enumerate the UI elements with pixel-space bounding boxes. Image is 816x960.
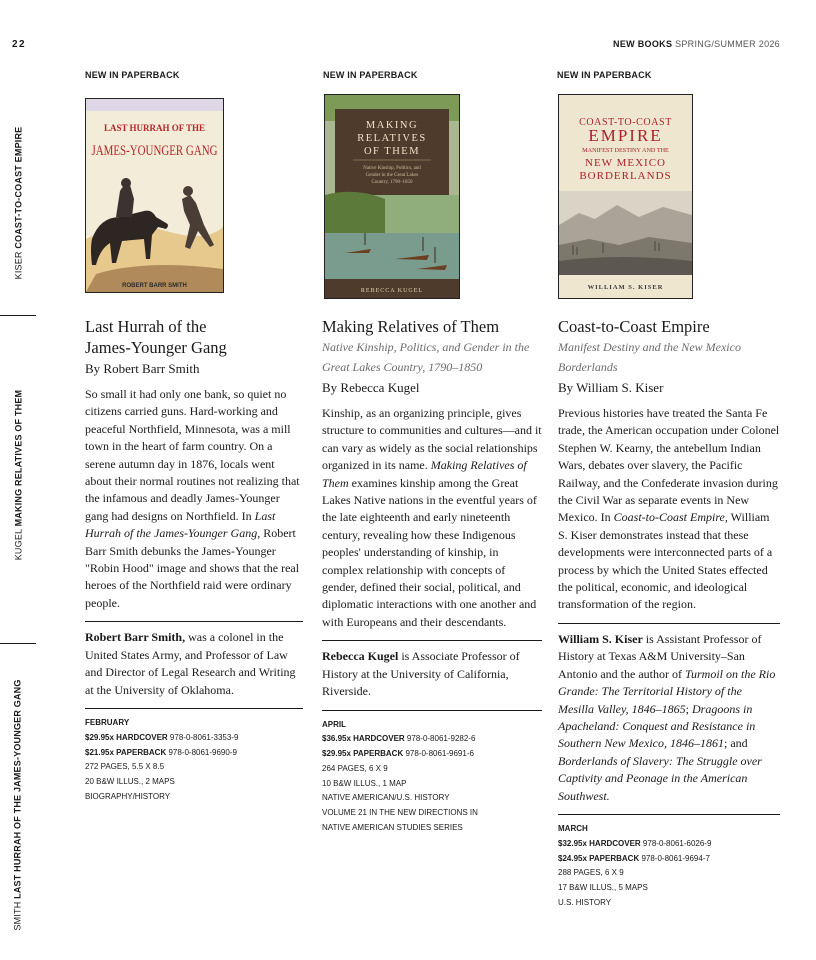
book-description: Previous histories have treated the Santa Fe trade, the American occupation under Colonel Stephen W. Kearny, the antebellum Indian Wars, debates over slavery, the Pacific Railway, and the Confederate invasion during the Civil War as separate events in New Mexico. In Coast-to-Coast Empire, William S. Kiser demonstrates instead that these developments were interconnected parts of a process by which the United States effected the political, economic, and ideological transformation of the region. bbox=[558, 406, 780, 612]
cover-title-line3: MANIFEST DESTINY AND THE bbox=[582, 147, 669, 154]
book-entry-last-hurrah bbox=[85, 316, 303, 805]
book-title-line2: James-Younger Gang bbox=[85, 338, 227, 357]
book-subtitle: Native Kinship, Politics, and Gender in the Great Lakes Country, 1790–1850 bbox=[322, 340, 530, 374]
book-title: Coast-to-Coast Empire bbox=[558, 317, 710, 336]
book-specs bbox=[322, 718, 542, 836]
sidebar-divider bbox=[0, 315, 36, 316]
spec-line: 288 PAGES, 6 X 9 bbox=[558, 868, 624, 878]
book-description: Kinship, as an organizing principle, gives structure to communities and cultures—and it can vary as widely as the social relationships organized in its name. Making Relatives of Them examines kinship among the Great Lakes Native nations in the eventful years of the late eighteenth and early nineteenth century, revealing how these Indigenous peoples' understanding of kinship, in complex relationship with concepts of gender, defined their social, political, and diplomatic interactions with one another and with Europeans and their descendants. bbox=[322, 406, 542, 629]
book-title bbox=[85, 316, 303, 358]
cover-title-line3: OF THEM bbox=[363, 146, 421, 157]
author-name: Robert Barr Smith, bbox=[85, 630, 186, 645]
author-name: William S. Kiser bbox=[558, 631, 643, 646]
author-bio: William S. Kiser is Assistant Professor of History at Texas A&M University–San Antonio and the author of Turmoil on the Rio Grande: The Territorial History of the Mesilla Valley, 1846–1865; Dragoons in Apacheland: Conquest and Resistance in Southern New Mexico, 1846–1861; and Borderlands of Slavery: The Struggle over Captivity and Peonage in the American Southwest. bbox=[558, 631, 776, 803]
sidebar-entry-kiser bbox=[0, 90, 36, 315]
sidebar-divider bbox=[0, 643, 36, 644]
spec-line: NATIVE AMERICAN/U.S. HISTORY bbox=[322, 793, 450, 803]
format-paperback: $24.95x PAPERBACK 978-0-8061-9694-7 bbox=[558, 853, 710, 863]
header-season: SPRING/SUMMER 2026 bbox=[675, 39, 780, 49]
cover-author: WILLIAM S. KISER bbox=[587, 284, 664, 291]
spec-line: U.S. HISTORY bbox=[558, 897, 612, 907]
sidebar-title: MAKING RELATIVES OF THEM bbox=[13, 389, 23, 527]
pub-month: MARCH bbox=[558, 823, 588, 833]
cover-title-line5: BORDERLANDS bbox=[579, 170, 672, 182]
author-name: Rebecca Kugel bbox=[322, 649, 399, 664]
cover-title-line1: MAKING bbox=[365, 120, 419, 131]
format-hardcover: $32.95x HARDCOVER 978-0-8061-6026-9 bbox=[558, 838, 712, 848]
book-description: So small it had only one bank, so quiet no citizens carried guns. Hard-working and peaceful Northfield, Minnesota, was a mill town in the heart of farm country. On a serene autumn day in 1876, locals went about their normal routines not realizing that the infamous and deadly James-Younger gang had designs on Northfield. In Last Hurrah of the James-Younger Gang, Robert Barr Smith debunks the James-Younger "Robin Hood" image and shows that the real heroes of the Northfield raid were ordinary people. bbox=[85, 387, 300, 610]
cover-title-line1: COAST-TO-COAST bbox=[579, 117, 672, 128]
cover-water bbox=[325, 233, 459, 279]
cover-author: ROBERT BARR SMITH bbox=[122, 283, 187, 289]
spec-line: 10 B&W ILLUS., 1 MAP bbox=[322, 778, 407, 788]
spec-line: VOLUME 21 IN THE NEW DIRECTIONS IN bbox=[322, 808, 478, 818]
cover-subtitle-line1: Native Kinship, Politics, and bbox=[363, 166, 421, 171]
divider bbox=[558, 623, 780, 624]
running-header bbox=[613, 39, 780, 49]
book-entry-making-relatives bbox=[322, 316, 542, 836]
divider bbox=[85, 621, 303, 622]
sidebar-author: KISER bbox=[13, 250, 24, 279]
spec-line: 272 PAGES, 5.5 X 8.5 bbox=[85, 762, 165, 772]
book-specs bbox=[85, 716, 303, 805]
sidebar-title: LAST HURRAH OF THE JAMES-YOUNGER GANG bbox=[13, 679, 24, 899]
book-subtitle: Manifest Destiny and the New Mexico Borderlands bbox=[558, 340, 741, 374]
author-bio: Robert Barr Smith, was a colonel in the United States Army, and Professor of Law and Director of Legal Research and Writing at the University of Oklahoma. bbox=[85, 630, 296, 697]
pub-month: FEBRUARY bbox=[85, 717, 130, 727]
sidebar-author: SMITH bbox=[13, 901, 24, 931]
spec-line: NATIVE AMERICAN STUDIES SERIES bbox=[322, 823, 463, 833]
pub-month: APRIL bbox=[322, 719, 346, 729]
book-specs bbox=[558, 822, 780, 911]
cover-title-line2: EMPIRE bbox=[588, 126, 663, 145]
cover-title-line2: RELATIVES bbox=[357, 133, 427, 144]
author-bio: Rebecca Kugel is Associate Professor of History at the University of California, Riverside. bbox=[322, 649, 520, 699]
divider bbox=[322, 640, 542, 641]
page-number: 22 bbox=[12, 39, 27, 50]
book-cover-making-relatives[interactable] bbox=[324, 94, 460, 299]
sidebar-entry-smith bbox=[0, 660, 36, 950]
divider bbox=[85, 708, 303, 709]
divider bbox=[558, 814, 780, 815]
sidebar-entry-kugel bbox=[0, 375, 36, 575]
format-hardcover: $36.95x HARDCOVER 978-0-8061-9282-6 bbox=[322, 734, 476, 744]
book-cover-coast-to-coast[interactable] bbox=[558, 94, 693, 299]
book-byline: By Rebecca Kugel bbox=[322, 380, 420, 395]
sidebar-title: COAST-TO-COAST EMPIRE bbox=[13, 126, 24, 249]
format-paperback: $21.95x PAPERBACK 978-0-8061-9690-9 bbox=[85, 747, 237, 757]
book-title: Making Relatives of Them bbox=[322, 317, 500, 336]
book-label: NEW IN PAPERBACK bbox=[557, 70, 652, 80]
cover-title-line2: JAMES-YOUNGER GANG bbox=[91, 143, 218, 159]
cover-title-line4: NEW MEXICO bbox=[585, 157, 666, 169]
format-paperback: $29.95x PAPERBACK 978-0-8061-9691-6 bbox=[322, 749, 474, 759]
divider bbox=[322, 710, 542, 711]
book-label: NEW IN PAPERBACK bbox=[323, 70, 418, 80]
spec-line: 20 B&W ILLUS., 2 MAPS bbox=[85, 777, 175, 787]
format-hardcover: $29.95x HARDCOVER 978-0-8061-3353-9 bbox=[85, 732, 239, 742]
cover-subtitle-line3: Country, 1790–1850 bbox=[371, 180, 413, 185]
book-label: NEW IN PAPERBACK bbox=[85, 70, 180, 80]
spec-line: BIOGRAPHY/HISTORY bbox=[85, 791, 171, 801]
spec-line: 17 B&W ILLUS., 5 MAPS bbox=[558, 883, 648, 893]
cover-title-line1: LAST HURRAH OF THE bbox=[103, 123, 206, 133]
book-title-line1: Last Hurrah of the bbox=[85, 317, 207, 336]
book-byline: By William S. Kiser bbox=[558, 380, 664, 395]
book-byline: By Robert Barr Smith bbox=[85, 361, 200, 376]
cover-author: REBECCA KUGEL bbox=[360, 288, 424, 294]
cover-subtitle-line2: Gender in the Great Lakes bbox=[365, 173, 419, 178]
book-entry-coast-to-coast bbox=[558, 316, 780, 911]
spec-line: 264 PAGES, 6 X 9 bbox=[322, 763, 388, 773]
sidebar-author: KUGEL bbox=[13, 529, 23, 561]
header-section: NEW BOOKS bbox=[613, 39, 673, 49]
book-cover-last-hurrah[interactable] bbox=[85, 98, 224, 293]
